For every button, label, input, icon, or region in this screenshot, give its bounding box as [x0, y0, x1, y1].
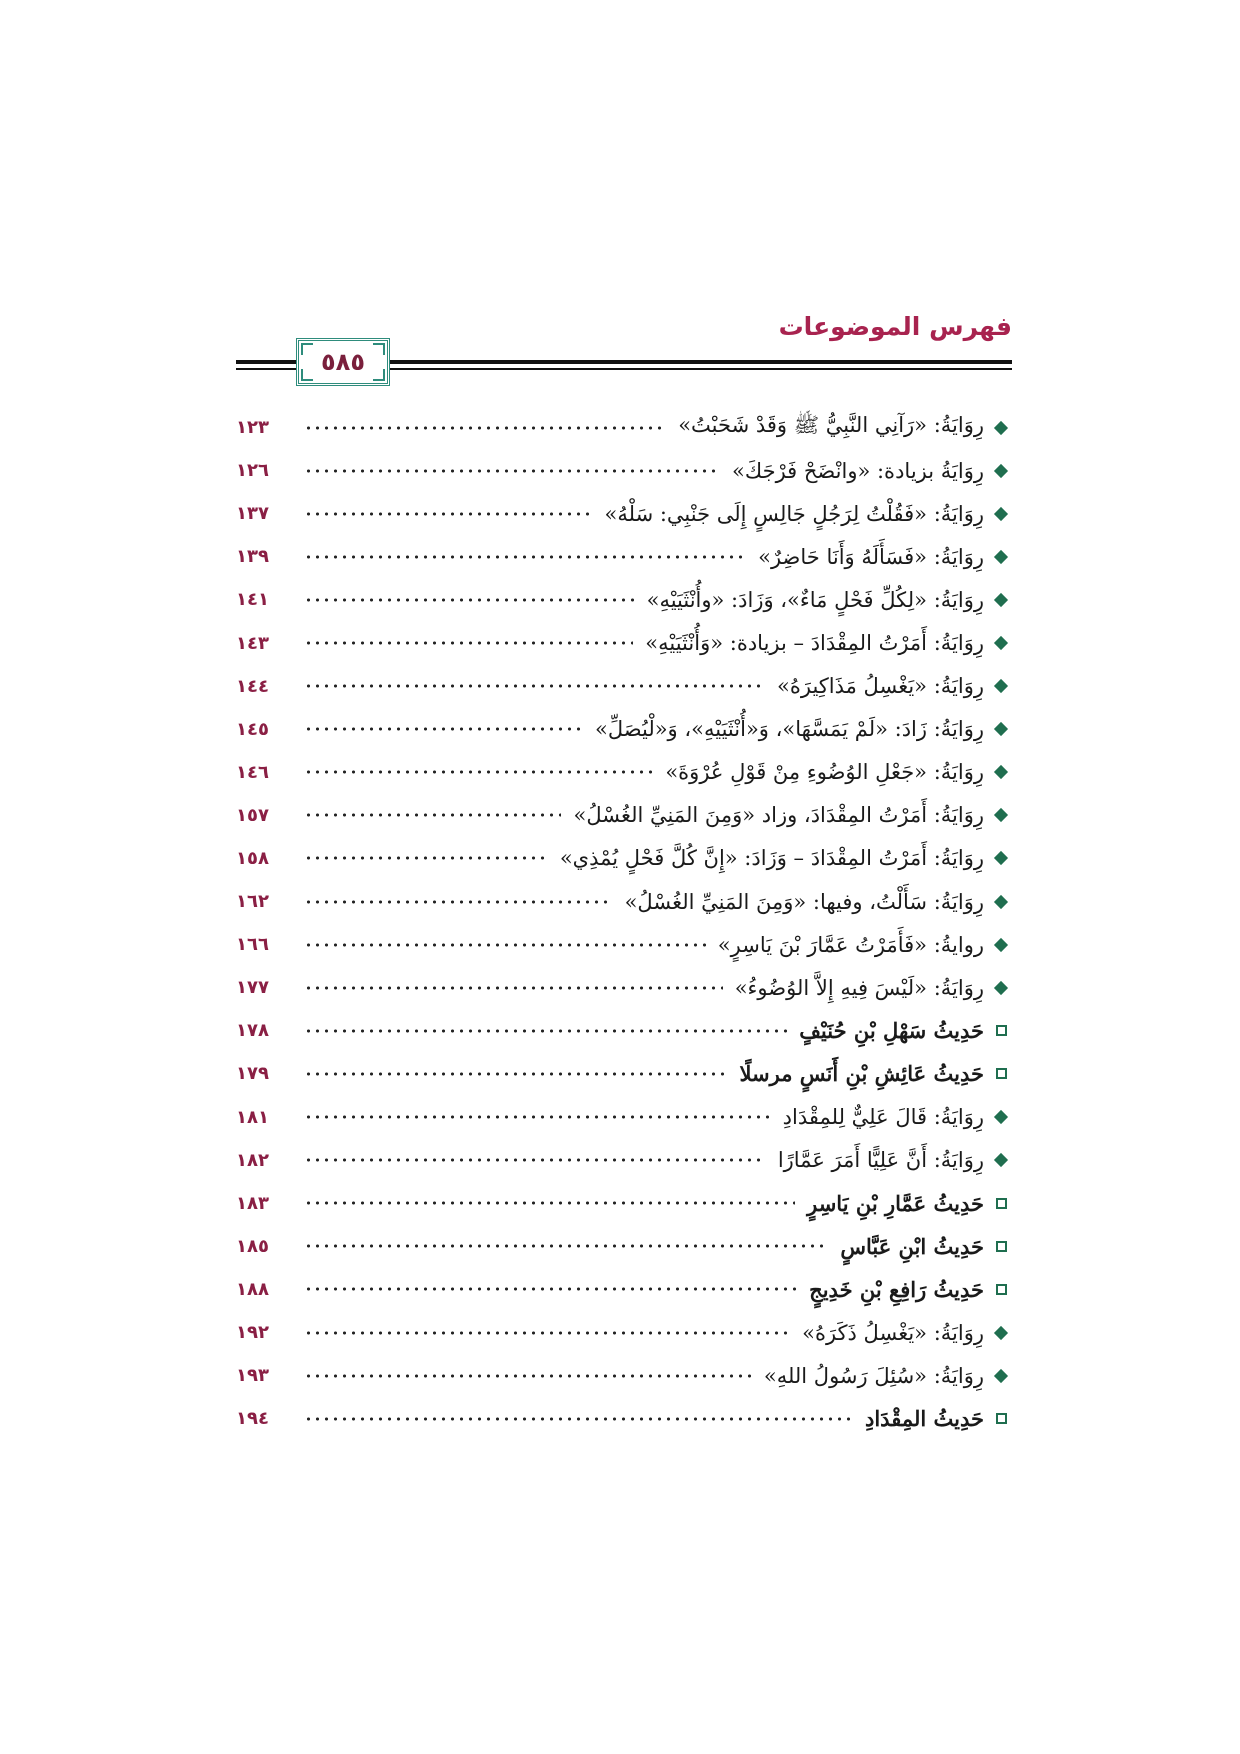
toc-entry-row [236, 966, 1012, 1009]
row-marker [990, 423, 1012, 433]
dot-leader [304, 809, 561, 821]
toc-page-number: ١٨٨ [236, 1278, 269, 1300]
toc-entry-text: رِوَايَةُ: «فَسَأَلَهُ وَأَنَا حَاضِرٌ» [758, 544, 984, 569]
diamond-icon [994, 765, 1008, 779]
toc-entry-row [236, 578, 1012, 621]
dot-leader [304, 680, 765, 692]
toc-entry-text: رِوَايَةُ: سَأَلْتُ، وفيها: «وَمِنَ المَنِيِّ الغُسْلُ» [624, 889, 984, 914]
row-marker [990, 1112, 1012, 1122]
row-marker [990, 1025, 1012, 1036]
toc-entry-row [236, 665, 1012, 708]
toc-page-number: ١٤٣ [236, 632, 269, 654]
toc-page-number: ١٢٣ [236, 417, 269, 439]
diamond-icon [994, 722, 1008, 736]
page-number: ٥٨٥ [321, 348, 365, 376]
page-number-badge [296, 338, 390, 386]
toc-page-number: ١٨٥ [236, 1235, 269, 1257]
toc-page-number: ١٩٢ [236, 1322, 269, 1344]
diamond-icon [994, 593, 1008, 607]
dot-leader [304, 1068, 727, 1080]
diamond-icon [994, 851, 1008, 865]
row-marker [990, 638, 1012, 648]
table-of-contents [236, 406, 1012, 1440]
toc-page-number: ١٤١ [236, 589, 269, 611]
toc-page-number: ١٧٩ [236, 1063, 269, 1085]
diamond-icon [994, 420, 1008, 434]
toc-page-number: ١٦٦ [236, 934, 269, 956]
page-header [236, 312, 1012, 390]
toc-entry-row [236, 1139, 1012, 1182]
square-icon [996, 1068, 1007, 1079]
row-marker [990, 724, 1012, 734]
row-marker [990, 552, 1012, 562]
toc-page-number: ١٧٧ [236, 977, 269, 999]
toc-entry-row [236, 449, 1012, 492]
badge-corner-ornament [301, 369, 313, 381]
row-marker [990, 767, 1012, 777]
square-icon [996, 1284, 1007, 1295]
diamond-icon [994, 679, 1008, 693]
toc-entry-text: حَدِيثُ المِقْدَادِ [865, 1406, 984, 1432]
toc-entry-text: حَدِيثُ سَهْلِ بْنِ حُنَيْفٍ [799, 1018, 984, 1044]
dot-leader [304, 723, 583, 735]
toc-page-number: ١٣٧ [236, 503, 269, 525]
square-icon [996, 1241, 1007, 1252]
toc-entry-row [236, 923, 1012, 966]
badge-corner-ornament [373, 369, 385, 381]
toc-page-number: ١٩٤ [236, 1408, 269, 1430]
dot-leader [304, 1154, 766, 1166]
dot-leader [304, 551, 746, 563]
diamond-icon [994, 808, 1008, 822]
toc-entry-text: رِوَايَةُ: قَالَ عَلِيٌّ لِلمِقْدَادِ [782, 1105, 984, 1130]
row-marker [990, 1328, 1012, 1338]
square-icon [996, 1025, 1007, 1036]
toc-entry-text: حَدِيثُ ابْنِ عَبَّاسٍ [840, 1233, 984, 1259]
row-marker [990, 940, 1012, 950]
toc-page-number: ١٥٧ [236, 804, 269, 826]
toc-entry-row [236, 751, 1012, 794]
toc-entry-text: رِوَايَةُ: «جَعْلِ الوُضُوءِ مِنْ قَوْلِ عُرْوَةَ» [665, 760, 984, 785]
toc-page-number: ١٥٨ [236, 847, 269, 869]
diamond-icon [994, 636, 1008, 650]
diamond-icon [994, 464, 1008, 478]
toc-entry-text: رِوَايَةُ: زَادَ: «لَمْ يَمَسَّهَا»، وَ«أُنْثَيَيْهِ»، وَ«لْيُصَلِّ» [595, 717, 984, 742]
diamond-icon [994, 938, 1008, 952]
toc-entry-text: رِوَايَةُ: «رَآنِي النَّبِيُّ ﷺ وَقَدْ شَحَبْتُ» [678, 413, 984, 438]
row-marker [990, 681, 1012, 691]
dot-leader [304, 637, 633, 649]
index-title: فهرس الموضوعات [778, 312, 1012, 341]
toc-entry-text: رِوَايَةُ: أَنَّ عَلِيًّا أَمَرَ عَمَّارًا [777, 1148, 984, 1173]
toc-entry-text: رِوَايَةُ: «يَغْسِلُ ذَكَرَهُ» [802, 1320, 984, 1345]
dot-leader [304, 1197, 795, 1209]
toc-section-row [236, 1225, 1012, 1268]
badge-corner-ornament [373, 343, 385, 355]
row-marker [990, 1371, 1012, 1381]
dot-leader [304, 1283, 797, 1295]
toc-entry-row [236, 492, 1012, 535]
diamond-icon [994, 507, 1008, 521]
toc-entry-text: حَدِيثُ عَمَّارِ بْنِ يَاسِرٍ [807, 1190, 984, 1216]
toc-entry-row [236, 1311, 1012, 1354]
diamond-icon [994, 550, 1008, 564]
row-marker [990, 1155, 1012, 1165]
toc-section-row [236, 1268, 1012, 1311]
dot-leader [304, 508, 593, 520]
toc-entry-row [236, 1096, 1012, 1139]
toc-entry-text: رِوَايَةُ: أَمَرْتُ المِقْدَادَ، وزاد «وَمِنَ المَنِيِّ الغُسْلُ» [573, 803, 984, 828]
toc-entry-text: رِوَايَةُ: «فَقُلْتُ لِرَجُلٍ جَالِسٍ إِلَى جَنْبِي: سَلْهُ» [604, 501, 984, 526]
toc-entry-text: رِوَايَةُ: «لِكُلِّ فَحْلٍ مَاءٌ»، وَزَادَ: «وأُنْثَيَيْهِ» [646, 587, 984, 612]
diamond-icon [994, 1153, 1008, 1167]
toc-page-number: ١٤٦ [236, 761, 269, 783]
row-marker [990, 1241, 1012, 1252]
toc-page-number: ١٤٤ [236, 675, 269, 697]
toc-entry-text: رِوَايَةُ بزيادة: «وانْضَحْ فَرْجَكَ» [732, 458, 984, 483]
diamond-icon [994, 1369, 1008, 1383]
toc-entry-row [236, 794, 1012, 837]
toc-page-number: ١٣٩ [236, 546, 269, 568]
row-marker [990, 595, 1012, 605]
toc-entry-text: روايةُ: «فَأَمَرْتُ عَمَّارَ بْنَ يَاسِرٍ» [717, 932, 984, 957]
row-marker [990, 1068, 1012, 1079]
toc-entry-text: رِوَايَةُ: «سُئِلَ رَسُولُ اللهِ» [763, 1363, 984, 1388]
diamond-icon [994, 1325, 1008, 1339]
toc-page-number: ١٨٣ [236, 1192, 269, 1214]
square-icon [996, 1413, 1007, 1424]
dot-leader [304, 422, 666, 434]
row-marker [990, 853, 1012, 863]
row-marker [990, 466, 1012, 476]
toc-entry-text: حَدِيثُ عَائِشِ بْنِ أَنَسٍ مرسلًا [739, 1061, 984, 1087]
dot-leader [304, 939, 706, 951]
toc-entry-row [236, 1354, 1012, 1397]
dot-leader [304, 1370, 752, 1382]
dot-leader [304, 982, 723, 994]
toc-entry-row [236, 621, 1012, 664]
toc-section-row [236, 1397, 1012, 1440]
toc-entry-row [236, 535, 1012, 578]
toc-entry-text: حَدِيثُ رَافِعِ بْنِ خَدِيجٍ [809, 1276, 984, 1302]
dot-leader [304, 766, 653, 778]
toc-entry-row [236, 837, 1012, 880]
dot-leader [304, 1413, 853, 1425]
toc-page-number: ١٩٣ [236, 1365, 269, 1387]
toc-entry-row [236, 406, 1012, 449]
toc-section-row [236, 1009, 1012, 1052]
row-marker [990, 1198, 1012, 1209]
dot-leader [304, 896, 613, 908]
toc-page-number: ١٨٢ [236, 1149, 269, 1171]
dot-leader [304, 852, 548, 864]
toc-entry-text: رِوَايَةُ: أَمَرْتُ المِقْدَادَ – وَزَادَ: «إِنَّ كُلَّ فَحْلٍ يُمْذِي» [559, 846, 984, 871]
diamond-icon [994, 1110, 1008, 1124]
diamond-icon [994, 895, 1008, 909]
dot-leader [304, 1111, 771, 1123]
dot-leader [304, 1327, 790, 1339]
toc-entry-row [236, 880, 1012, 923]
toc-page-number: ١٨١ [236, 1106, 269, 1128]
toc-section-row [236, 1052, 1012, 1095]
row-marker [990, 1413, 1012, 1424]
dot-leader [304, 594, 635, 606]
dot-leader [304, 465, 720, 477]
toc-entry-row [236, 708, 1012, 751]
toc-page-number: ١٧٨ [236, 1020, 269, 1042]
badge-corner-ornament [301, 343, 313, 355]
toc-entry-text: رِوَايَةُ: «يَغْسِلُ مَذَاكِيرَهُ» [777, 674, 984, 699]
toc-entry-text: رِوَايَةُ: «لَيْسَ فِيهِ إِلاَّ الوُضُوءُ» [734, 975, 984, 1000]
toc-entry-text: رِوَايَةُ: أَمَرْتُ المِقْدَادَ – بزيادة: «وَأُنْثَيَيْهِ» [645, 631, 984, 656]
toc-page-number: ١٤٥ [236, 718, 269, 740]
square-icon [996, 1198, 1007, 1209]
toc-section-row [236, 1182, 1012, 1225]
row-marker [990, 509, 1012, 519]
toc-page-number: ١٢٦ [236, 460, 269, 482]
dot-leader [304, 1240, 828, 1252]
toc-page-number: ١٦٢ [236, 891, 269, 913]
diamond-icon [994, 981, 1008, 995]
row-marker [990, 983, 1012, 993]
row-marker [990, 1284, 1012, 1295]
row-marker [990, 897, 1012, 907]
dot-leader [304, 1025, 787, 1037]
row-marker [990, 810, 1012, 820]
